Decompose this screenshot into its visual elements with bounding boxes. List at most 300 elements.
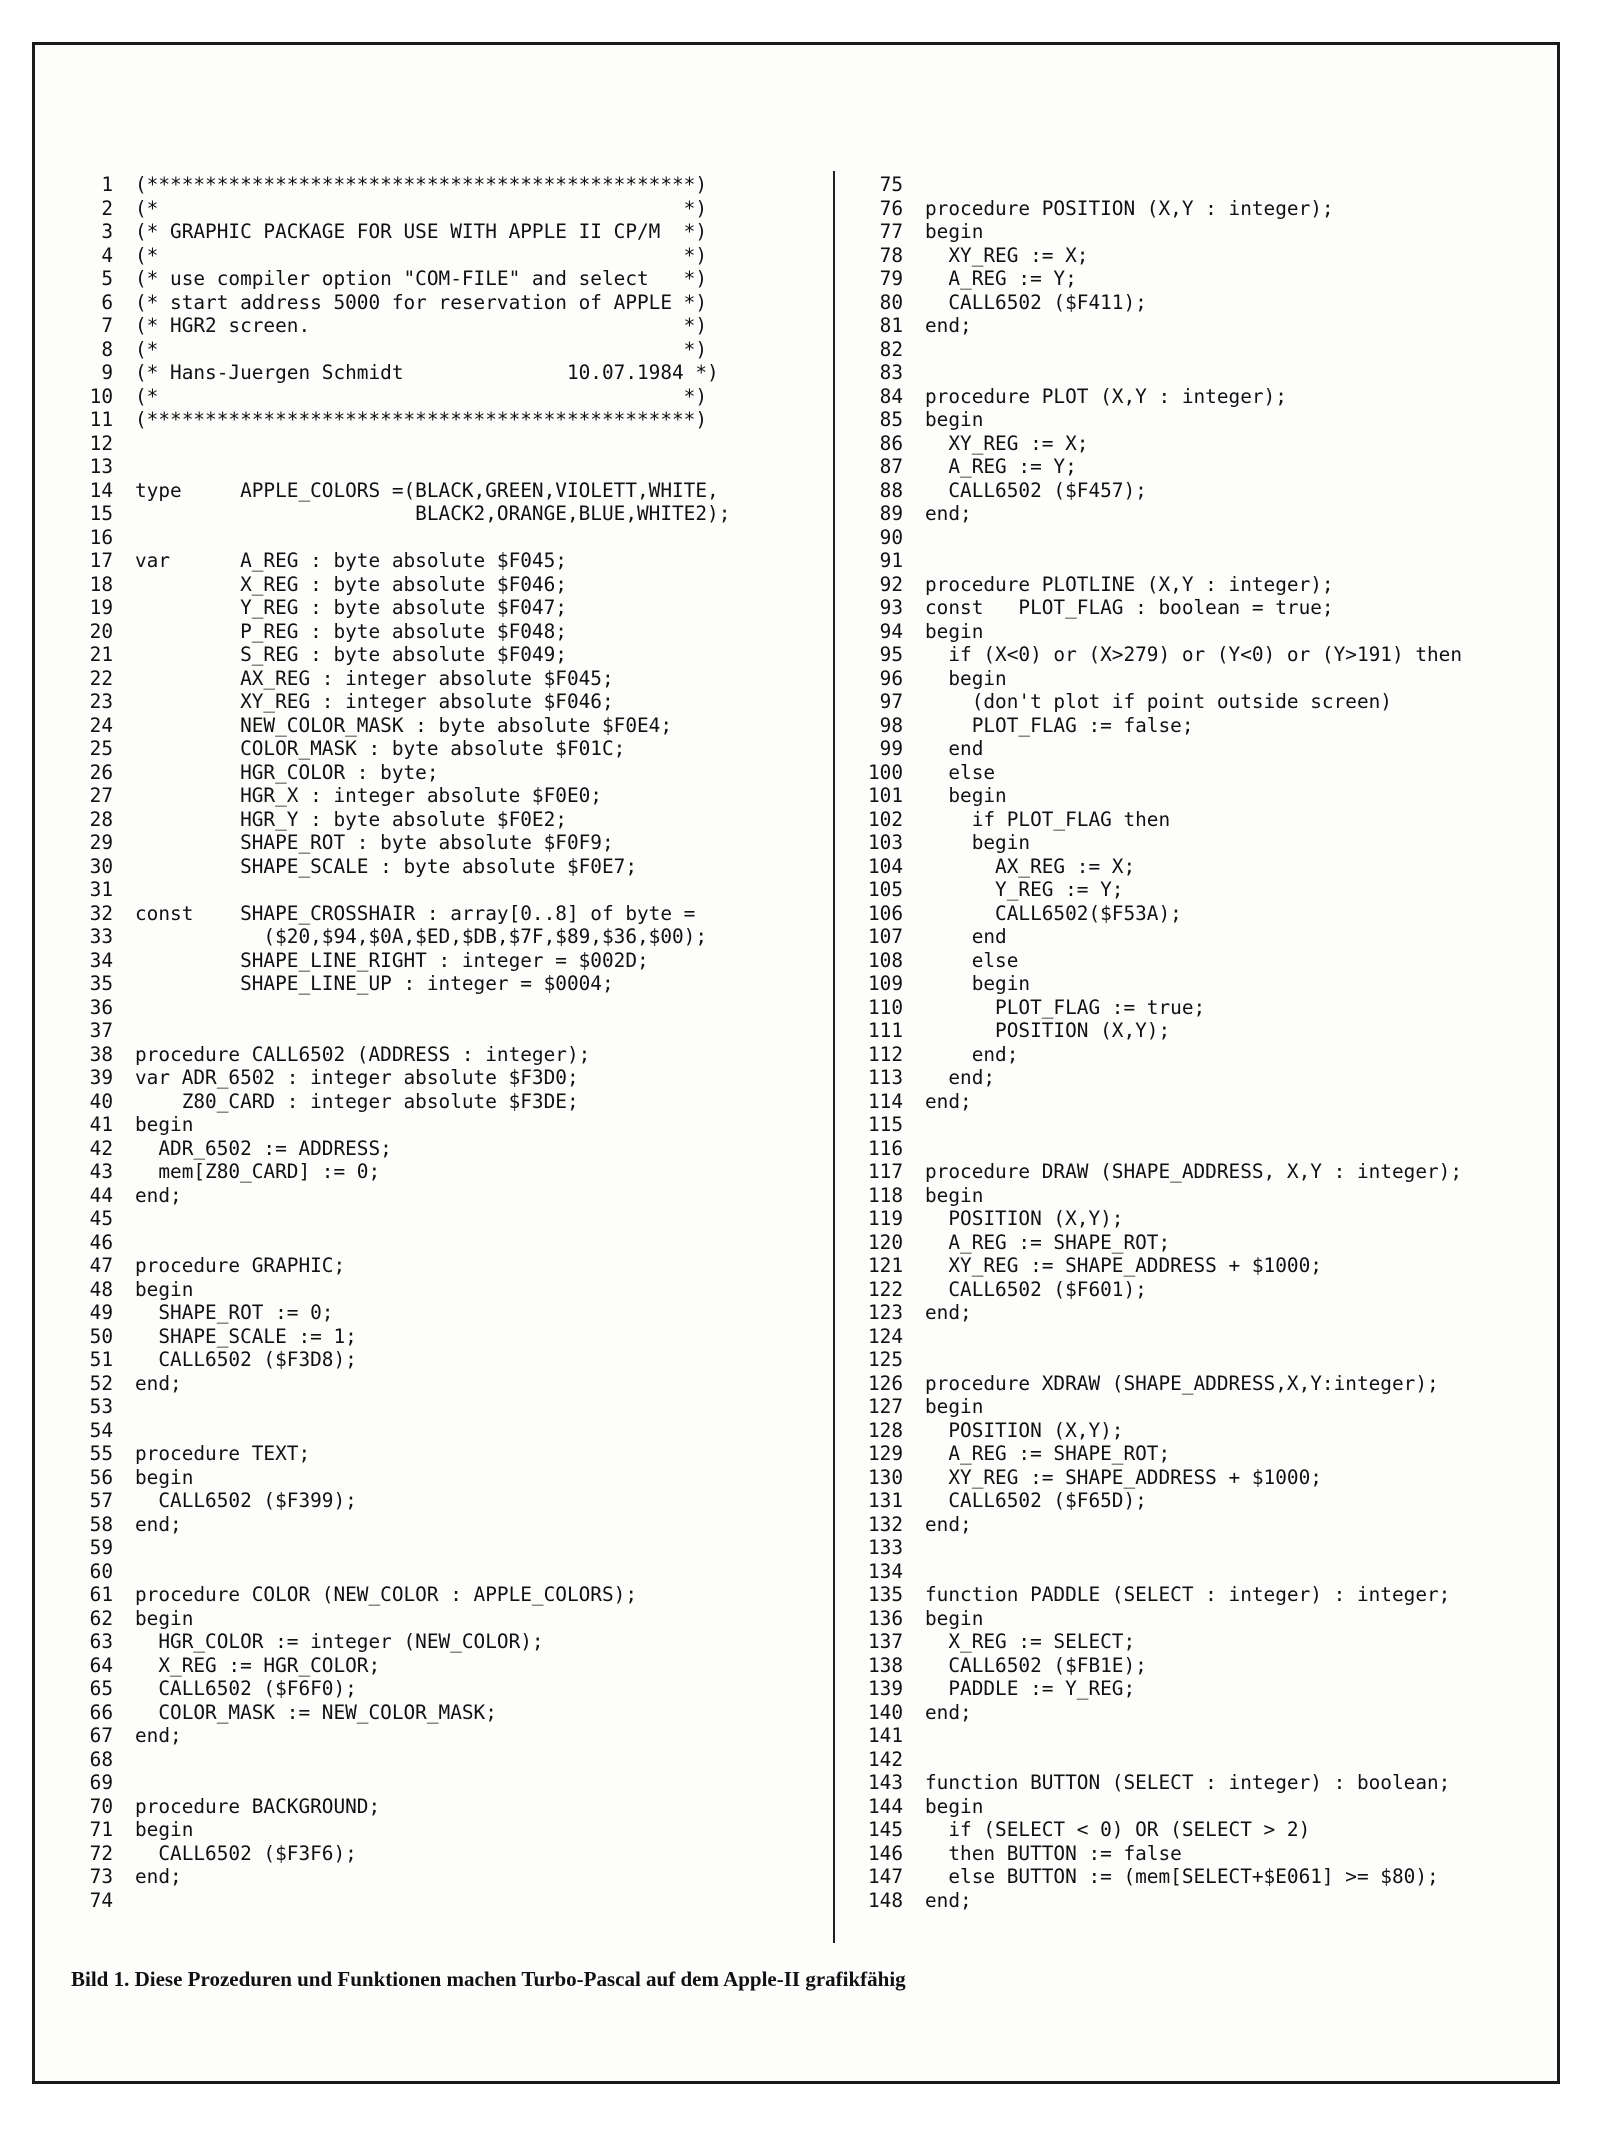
code-line — [65, 1137, 825, 1161]
line-number: 43 — [89, 1160, 113, 1183]
code-line — [855, 573, 1575, 597]
code-text: (***********************************************) — [135, 173, 708, 196]
code-text: then BUTTON := false — [925, 1841, 1182, 1865]
line-number: 68 — [89, 1747, 113, 1771]
line-number: 9 — [101, 361, 113, 384]
code-line — [65, 220, 825, 244]
code-line — [65, 1536, 825, 1560]
code-line — [855, 1184, 1575, 1208]
line-number: 84 — [879, 384, 903, 408]
code-text: var ADR_6502 : integer absolute $F3D0; — [135, 1066, 579, 1089]
code-text: PADDLE := Y_REG; — [925, 1677, 1136, 1700]
code-line — [855, 972, 1575, 996]
line-number: 49 — [89, 1301, 113, 1324]
code-line — [855, 714, 1575, 738]
code-line — [65, 173, 825, 197]
line-number: 57 — [89, 1489, 113, 1512]
code-text: XY_REG := X; — [925, 431, 1089, 455]
code-text: CALL6502 ($F399); — [135, 1489, 357, 1512]
code-line — [65, 737, 825, 761]
line-number: 108 — [867, 948, 903, 972]
line-number: 100 — [867, 760, 903, 784]
line-number: 63 — [89, 1630, 113, 1653]
line-number: 94 — [879, 619, 903, 643]
code-text: end; — [135, 1724, 182, 1747]
line-number: 21 — [89, 643, 113, 666]
code-line — [65, 549, 825, 573]
code-line — [65, 338, 825, 362]
column-divider — [833, 171, 835, 1943]
code-line — [65, 1348, 825, 1372]
line-number: 98 — [879, 713, 903, 737]
code-text: end; — [925, 1066, 996, 1089]
line-number: 92 — [879, 572, 903, 596]
code-text: (* start address 5000 for reservation of APPLE *) — [135, 290, 708, 314]
line-number: 35 — [89, 972, 113, 995]
line-number: 19 — [89, 596, 113, 619]
code-line — [855, 949, 1575, 973]
code-text: A_REG := SHAPE_ROT; — [925, 1442, 1171, 1465]
code-text: Y_REG := Y; — [925, 878, 1124, 901]
code-text: procedure TEXT; — [135, 1442, 311, 1465]
code-text: procedure COLOR (NEW_COLOR : APPLE_COLORS); — [135, 1583, 637, 1606]
code-line — [855, 1536, 1575, 1560]
code-line — [65, 1278, 825, 1302]
line-number: 48 — [89, 1277, 113, 1301]
code-text: function PADDLE (SELECT : integer) : integer; — [925, 1583, 1451, 1606]
code-line — [65, 1019, 825, 1043]
code-column-right — [855, 173, 1575, 1912]
code-line — [65, 1889, 825, 1913]
line-number: 71 — [89, 1818, 113, 1841]
code-line — [65, 1771, 825, 1795]
line-number: 90 — [879, 525, 903, 549]
line-number: 51 — [89, 1348, 113, 1371]
line-number: 36 — [89, 995, 113, 1019]
code-text: if PLOT_FLAG then — [925, 807, 1171, 831]
code-text: AX_REG : integer absolute $F045; — [135, 666, 614, 690]
code-text: X_REG := HGR_COLOR; — [135, 1653, 381, 1677]
line-number: 79 — [879, 267, 903, 290]
code-text: begin — [925, 831, 1031, 854]
code-line — [65, 1184, 825, 1208]
code-text: end; — [135, 1512, 182, 1536]
code-line — [855, 244, 1575, 268]
code-text: procedure POSITION (X,Y : integer); — [925, 196, 1334, 220]
code-line — [65, 855, 825, 879]
line-number: 134 — [867, 1559, 903, 1583]
line-number: 5 — [101, 267, 113, 290]
code-line — [65, 1231, 825, 1255]
code-line — [855, 925, 1575, 949]
line-number: 138 — [867, 1653, 903, 1677]
line-number: 89 — [879, 502, 903, 525]
code-line — [65, 1372, 825, 1396]
code-line — [855, 1325, 1575, 1349]
code-line — [855, 831, 1575, 855]
code-line — [855, 1513, 1575, 1537]
line-number: 64 — [89, 1653, 113, 1677]
line-number: 59 — [89, 1536, 113, 1559]
line-number: 76 — [879, 196, 903, 220]
code-text: begin — [925, 784, 1007, 807]
code-text: (* *) — [135, 243, 708, 267]
code-text: begin — [925, 408, 984, 431]
code-line — [65, 385, 825, 409]
code-line — [855, 291, 1575, 315]
line-number: 101 — [867, 784, 903, 807]
code-line — [855, 1137, 1575, 1161]
code-line — [65, 267, 825, 291]
code-line — [65, 1419, 825, 1443]
line-number: 147 — [867, 1865, 903, 1888]
line-number: 34 — [89, 948, 113, 972]
code-text: POSITION (X,Y); — [925, 1418, 1124, 1442]
line-number: 139 — [867, 1677, 903, 1700]
line-number: 14 — [89, 478, 113, 502]
code-line — [65, 1090, 825, 1114]
line-number: 87 — [879, 455, 903, 478]
code-line — [65, 1818, 825, 1842]
code-text: (* Hans-Juergen Schmidt 10.07.1984 *) — [135, 361, 719, 384]
code-text: (* HGR2 screen. *) — [135, 314, 708, 337]
line-number: 143 — [867, 1771, 903, 1794]
code-line — [855, 1348, 1575, 1372]
line-number: 132 — [867, 1512, 903, 1536]
line-number: 1 — [101, 173, 113, 196]
code-text: (* *) — [135, 384, 708, 408]
line-number: 25 — [89, 737, 113, 760]
line-number: 73 — [89, 1865, 113, 1888]
code-text: end; — [925, 502, 972, 525]
code-line — [65, 949, 825, 973]
code-line — [65, 808, 825, 832]
code-line — [65, 596, 825, 620]
line-number: 111 — [867, 1019, 903, 1042]
line-number: 102 — [867, 807, 903, 831]
code-line — [65, 197, 825, 221]
line-number: 6 — [101, 290, 113, 314]
code-line — [65, 620, 825, 644]
line-number: 3 — [101, 220, 113, 243]
code-line — [65, 573, 825, 597]
line-number: 88 — [879, 478, 903, 502]
code-text: const SHAPE_CROSSHAIR : array[0..8] of byte = — [135, 901, 696, 925]
code-line — [65, 455, 825, 479]
code-text: (* GRAPHIC PACKAGE FOR USE WITH APPLE II CP/M *) — [135, 220, 708, 243]
code-text: end; — [135, 1371, 182, 1395]
code-line — [855, 1795, 1575, 1819]
line-number: 29 — [89, 831, 113, 854]
line-number: 97 — [879, 690, 903, 713]
code-line — [855, 1607, 1575, 1631]
code-line — [65, 1301, 825, 1325]
code-line — [65, 1560, 825, 1584]
code-text: S_REG : byte absolute $F049; — [135, 643, 567, 666]
line-number: 77 — [879, 220, 903, 243]
line-number: 26 — [89, 760, 113, 784]
code-text: A_REG := Y; — [925, 455, 1077, 478]
code-line — [855, 1113, 1575, 1137]
code-text: HGR_Y : byte absolute $F0E2; — [135, 807, 567, 831]
code-text: (***********************************************) — [135, 408, 708, 431]
line-number: 82 — [879, 337, 903, 361]
line-number: 56 — [89, 1465, 113, 1489]
line-number: 107 — [867, 925, 903, 948]
line-number: 109 — [867, 972, 903, 995]
line-number: 22 — [89, 666, 113, 690]
code-line — [65, 291, 825, 315]
code-line — [855, 1419, 1575, 1443]
code-line — [65, 1325, 825, 1349]
line-number: 129 — [867, 1442, 903, 1465]
line-number: 116 — [867, 1136, 903, 1160]
code-line — [855, 338, 1575, 362]
line-number: 145 — [867, 1818, 903, 1841]
code-text: end — [925, 737, 984, 760]
line-number: 65 — [89, 1677, 113, 1700]
code-text: POSITION (X,Y); — [925, 1019, 1171, 1042]
code-line — [65, 1442, 825, 1466]
code-text: X_REG : byte absolute $F046; — [135, 572, 567, 596]
code-line — [855, 361, 1575, 385]
code-line — [65, 714, 825, 738]
code-line — [855, 902, 1575, 926]
code-line — [65, 1842, 825, 1866]
code-text: ADR_6502 := ADDRESS; — [135, 1136, 392, 1160]
line-number: 55 — [89, 1442, 113, 1465]
code-text: CALL6502 ($F3F6); — [135, 1841, 357, 1865]
code-line — [65, 1207, 825, 1231]
code-line — [65, 643, 825, 667]
code-text: XY_REG : integer absolute $F046; — [135, 690, 614, 713]
code-text: (* *) — [135, 337, 708, 361]
code-line — [65, 408, 825, 432]
code-line — [855, 1771, 1575, 1795]
code-line — [855, 314, 1575, 338]
code-column-left — [65, 173, 825, 1912]
code-text: CALL6502 ($F601); — [925, 1277, 1147, 1301]
line-number: 2 — [101, 196, 113, 220]
code-text: (don't plot if point outside screen) — [925, 690, 1392, 713]
line-number: 122 — [867, 1277, 903, 1301]
code-text: end; — [925, 1042, 1019, 1066]
code-line — [65, 1113, 825, 1137]
line-number: 133 — [867, 1536, 903, 1559]
line-number: 86 — [879, 431, 903, 455]
code-line — [855, 596, 1575, 620]
line-number: 33 — [89, 925, 113, 948]
code-text: SHAPE_SCALE : byte absolute $F0E7; — [135, 854, 637, 878]
code-text: procedure CALL6502 (ADDRESS : integer); — [135, 1042, 591, 1066]
code-line — [855, 761, 1575, 785]
code-text: X_REG := SELECT; — [925, 1630, 1136, 1653]
code-line — [65, 902, 825, 926]
code-line — [855, 1231, 1575, 1255]
code-line — [65, 1160, 825, 1184]
line-number: 99 — [879, 737, 903, 760]
code-line — [855, 1066, 1575, 1090]
code-text: begin — [925, 666, 1007, 690]
code-line — [855, 1254, 1575, 1278]
line-number: 105 — [867, 878, 903, 901]
line-number: 123 — [867, 1301, 903, 1324]
line-number: 81 — [879, 314, 903, 337]
line-number: 18 — [89, 572, 113, 596]
line-number: 95 — [879, 643, 903, 666]
code-line — [855, 643, 1575, 667]
line-number: 120 — [867, 1230, 903, 1254]
code-line — [65, 1654, 825, 1678]
code-line — [855, 455, 1575, 479]
code-text: else — [925, 948, 1019, 972]
line-number: 27 — [89, 784, 113, 807]
code-line — [855, 808, 1575, 832]
code-line — [855, 1724, 1575, 1748]
line-number: 58 — [89, 1512, 113, 1536]
line-number: 144 — [867, 1794, 903, 1818]
line-number: 117 — [867, 1160, 903, 1183]
code-text: HGR_X : integer absolute $F0E0; — [135, 784, 602, 807]
code-line — [65, 1795, 825, 1819]
line-number: 126 — [867, 1371, 903, 1395]
line-number: 30 — [89, 854, 113, 878]
code-line — [65, 361, 825, 385]
line-number: 31 — [89, 878, 113, 901]
code-text: (* use compiler option "COM-FILE" and select *) — [135, 267, 708, 290]
code-text: end; — [135, 1183, 182, 1207]
code-line — [855, 1019, 1575, 1043]
code-text: begin — [925, 972, 1031, 995]
code-text: else — [925, 760, 996, 784]
code-text: begin — [135, 1277, 194, 1301]
line-number: 106 — [867, 901, 903, 925]
line-number: 39 — [89, 1066, 113, 1089]
line-number: 135 — [867, 1583, 903, 1606]
line-number: 110 — [867, 995, 903, 1019]
line-number: 13 — [89, 455, 113, 478]
code-text: end; — [135, 1865, 182, 1888]
code-line — [855, 1630, 1575, 1654]
code-line — [855, 1301, 1575, 1325]
code-text: procedure GRAPHIC; — [135, 1254, 346, 1277]
code-line — [65, 1254, 825, 1278]
line-number: 114 — [867, 1089, 903, 1113]
line-number: 80 — [879, 290, 903, 314]
code-text: type APPLE_COLORS =(BLACK,GREEN,VIOLETT,WHITE, — [135, 478, 719, 502]
code-text: HGR_COLOR := integer (NEW_COLOR); — [135, 1630, 544, 1653]
code-text: POSITION (X,Y); — [925, 1207, 1124, 1230]
line-number: 52 — [89, 1371, 113, 1395]
code-line — [855, 737, 1575, 761]
line-number: 4 — [101, 243, 113, 267]
code-line — [65, 1724, 825, 1748]
code-line — [65, 972, 825, 996]
code-line — [65, 1630, 825, 1654]
line-number: 72 — [89, 1841, 113, 1865]
line-number: 62 — [89, 1606, 113, 1630]
line-number: 15 — [89, 502, 113, 525]
code-text: CALL6502 ($F6F0); — [135, 1677, 357, 1700]
code-line — [855, 878, 1575, 902]
code-text: end — [925, 925, 1007, 948]
line-number: 104 — [867, 854, 903, 878]
line-number: 127 — [867, 1395, 903, 1418]
line-number: 136 — [867, 1606, 903, 1630]
line-number: 112 — [867, 1042, 903, 1066]
line-number: 130 — [867, 1465, 903, 1489]
line-number: 141 — [867, 1724, 903, 1747]
line-number: 10 — [89, 384, 113, 408]
code-line — [855, 1090, 1575, 1114]
code-text: CALL6502($F53A); — [925, 901, 1182, 925]
code-line — [65, 1489, 825, 1513]
line-number: 66 — [89, 1700, 113, 1724]
code-text: BLACK2,ORANGE,BLUE,WHITE2); — [135, 502, 731, 525]
code-line — [855, 996, 1575, 1020]
line-number: 69 — [89, 1771, 113, 1794]
code-line — [65, 1513, 825, 1537]
line-number: 28 — [89, 807, 113, 831]
line-number: 146 — [867, 1841, 903, 1865]
code-line — [855, 1583, 1575, 1607]
code-line — [65, 479, 825, 503]
line-number: 20 — [89, 619, 113, 643]
code-text: begin — [925, 1606, 984, 1630]
code-text: CALL6502 ($F457); — [925, 478, 1147, 502]
code-line — [855, 197, 1575, 221]
code-line — [65, 1701, 825, 1725]
code-line — [855, 784, 1575, 808]
code-line — [65, 1466, 825, 1490]
code-line — [65, 831, 825, 855]
code-text: end; — [925, 314, 972, 337]
line-number: 128 — [867, 1418, 903, 1442]
line-number: 121 — [867, 1254, 903, 1277]
line-number: 17 — [89, 549, 113, 572]
code-text: SHAPE_LINE_UP : integer = $0004; — [135, 972, 614, 995]
line-number: 32 — [89, 901, 113, 925]
line-number: 142 — [867, 1747, 903, 1771]
line-number: 125 — [867, 1348, 903, 1371]
line-number: 131 — [867, 1489, 903, 1512]
code-text: begin — [925, 1183, 984, 1207]
code-line — [65, 690, 825, 714]
code-line — [65, 1865, 825, 1889]
code-line — [855, 432, 1575, 456]
code-line — [855, 220, 1575, 244]
code-line — [65, 502, 825, 526]
code-line — [855, 1278, 1575, 1302]
line-number: 12 — [89, 431, 113, 455]
code-text: XY_REG := SHAPE_ADDRESS + $1000; — [925, 1254, 1322, 1277]
line-number: 45 — [89, 1207, 113, 1230]
code-line — [65, 1583, 825, 1607]
code-text: begin — [135, 1465, 194, 1489]
code-line — [855, 479, 1575, 503]
line-number: 118 — [867, 1183, 903, 1207]
code-text: COLOR_MASK : byte absolute $F01C; — [135, 737, 626, 760]
line-number: 60 — [89, 1559, 113, 1583]
code-text: SHAPE_ROT : byte absolute $F0F9; — [135, 831, 614, 854]
code-line — [855, 408, 1575, 432]
code-text: end; — [925, 1700, 972, 1724]
line-number: 93 — [879, 596, 903, 619]
code-line — [855, 1677, 1575, 1701]
code-line — [855, 1160, 1575, 1184]
code-text: Z80_CARD : integer absolute $F3DE; — [135, 1089, 579, 1113]
line-number: 46 — [89, 1230, 113, 1254]
